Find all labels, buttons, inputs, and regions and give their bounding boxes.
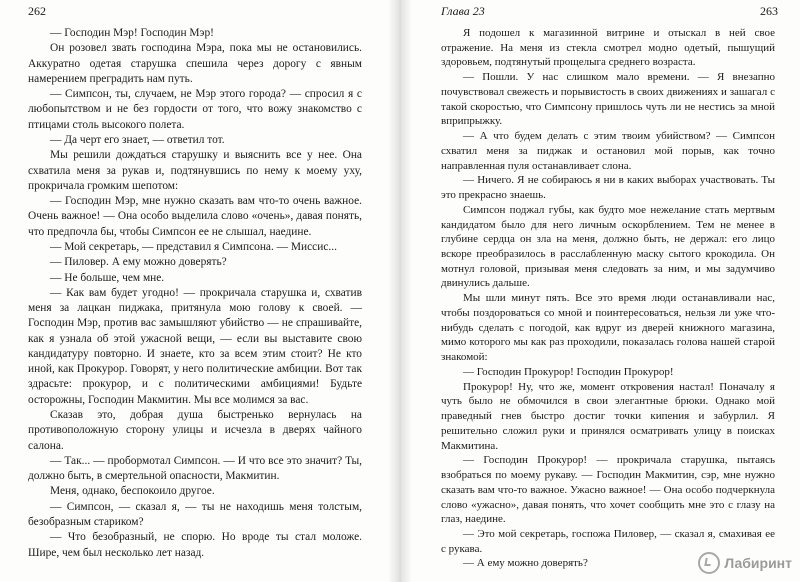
paragraph: — Не больше, чем мне. — [50, 271, 165, 284]
left-page-number: 262 — [28, 4, 46, 18]
right-page-number: 263 — [760, 4, 778, 18]
paragraph: — Пошли. У нас слишком мало времени. — Я внезапно почувствовал свежесть и порывистость в своих движениях и зашагал с такой скоростью, что Симпсону пришлось чуть ли не нестись за мной вприпрыжку. — [441, 71, 775, 128]
right-page-text — [441, 26, 775, 571]
paragraph: — Так... — пробормотал Симпсон. — И что все это значит? Ты, должно быть, в смертельной опасности, Макмитин. — [28, 454, 362, 483]
paragraph: — Симпсон, ты, случаем, не Мэр этого города? — спросил я с любопытством и не без гордости от того, что вожу знакомство с птицами столь высокого полета. — [28, 88, 362, 131]
paragraph: — Симпсон, — сказал я, — ты не находишь меня толстым, безобразным стариком? — [28, 500, 362, 528]
paragraph: Он розовел звать господина Мэра, пока мы не остановились. Аккуратно одетая старушка спешила через дорогу с явным намерением преградить нам путь. — [28, 42, 362, 85]
paragraph: — Да черт его знает, — ответил тот. — [50, 133, 225, 146]
paragraph: Прокурор! Ну, что же, момент откровения настал! Поначалу я чуть было не обмочился в свои элегантные брюки. Однако мой праведный гнев быстро достиг точки кипения и забурлил. Я решительно сложил руки и принялся осматривать улицу в поисках Макмитина. — [441, 380, 775, 452]
paragraph: Мы решили дождаться старушку и выяснить все у нее. Она схватила меня за рукав и, подтянувшись по нему к моему уху, прокричала громким шепотом: — [28, 149, 362, 192]
paragraph: — Что безобразный, не спорю. Но вроде ты стал моложе. Шире, чем был несколько лет назад. — [28, 531, 362, 559]
paragraph: Сказав это, добрая душа быстренько вернулась на противоположную сторону улицы и исчезла в дверях чайного салона. — [28, 409, 362, 452]
paragraph: Мы шли минут пять. Все это время люди останавливали нас, чтобы поздороваться со мной и поинтересоваться, нельзя ли уже что-нибудь сделать с погодой, как вдруг из дверей книжного магазина, мимо которого мы как раз проходили, показалась голова нашей старой знакомой: — [441, 292, 775, 364]
watermark-text: Лабиринт — [724, 555, 792, 571]
paragraph: — А что будем делать с этим твоим убийством? — Симпсон схватил меня за пиджак и остановил мой порыв, как точно направленная пуля останавливает слона. — [441, 130, 775, 172]
left-page-text — [28, 26, 362, 561]
paragraph: — Ничего. Я не собираюсь я ни в каких выборах участвовать. Ты это прекрасно знаешь. — [441, 174, 775, 202]
paragraph: — Господин Прокурор! Господин Прокурор! — [463, 365, 674, 378]
paragraph: Симпсон поджал губы, как будто мое нежелание стать мертвым кандидатом было для него личным оскорблением. Тем не менее в глубине сердца он зла на меня, должно быть, не держал: его лицо вскоре преобразилось в расслабленную маску сытого крокодила. Он мотнул головой, призывая меня следовать за ним, и мы задумчиво двинулись дальше. — [441, 203, 775, 290]
paragraph: — Мой секретарь, — представил я Симпсона. — Миссис... — [50, 240, 337, 253]
paragraph: — Господин Мэр! Господин Мэр! — [50, 27, 214, 39]
paragraph: — А ему можно доверять? — [463, 557, 588, 570]
paragraph: Меня, однако, беспокоило другое. — [50, 485, 215, 498]
paragraph: — Господин Прокурор! — прокричала старушка, пытаясь взобраться по моему рукаву. — Господин Макмитин, сэр, мне нужно сказать вам что-то важное. Ужасно важное! — Она особо подчеркнула слово «ужасно», давая понять, что хочет сообщить мне это с глазу на глаз, наедине. — [441, 454, 775, 526]
paragraph: — Пиловер. А ему можно доверять? — [50, 256, 227, 269]
watermark — [698, 552, 792, 574]
paragraph: Я подошел к магазинной витрине и отыскал в ней свое отражение. На меня из стекла смотрел модно одетый, пышущий здоровьем, подтянутый прощелыга среднего возраста. — [441, 27, 775, 69]
paragraph: — Это мой секретарь, госпожа Пиловер, — сказал я, смахивая ее с рукава. — [441, 527, 775, 555]
labirint-logo-icon — [698, 552, 720, 574]
paragraph: — Господин Мэр, мне нужно сказать вам что-то очень важное. Очень важное! — Она особо выделила слово «очень», давая понять, что предпочла бы, чтобы Симпсон ее не слышал, наедине. — [28, 195, 362, 238]
chapter-header: Глава 23 — [441, 4, 485, 18]
paragraph: — Как вам будет угодно! — прокричала старушка и, схватив меня за лацкан пиджака, притянула мою голову к своей. — Господин Мэр, против вас замышляют убийство — не спрашивайте, как я узнала об этой ужасной вещи, — если вы выставите свою кандидатуру повторно. И знаете, кто за всем этим стоит? Не кто иной, как Прокурор. Говорят, у него политические амбиции. Вот так здрасьте: прокурор, и с политическими амбициями! Будьте осторожны, Господин Макмитин. Мы все молимся за вас. — [28, 286, 362, 406]
